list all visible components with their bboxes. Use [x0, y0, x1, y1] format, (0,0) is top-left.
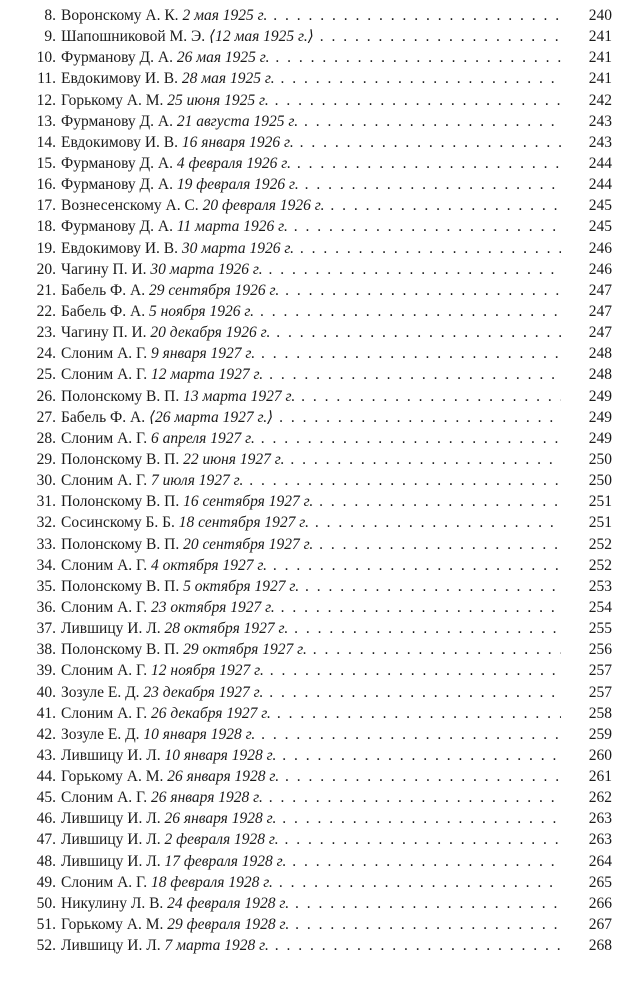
toc-entry [0, 512, 619, 533]
toc-entry [0, 174, 619, 195]
entry-text [61, 829, 561, 850]
letter-date: 26 мая 1925 г. [176, 49, 270, 67]
page-number: 250 [588, 450, 612, 468]
letter-date: 16 января 1926 г. [181, 133, 294, 151]
letter-date: 29 сентября 1926 г. [148, 281, 280, 299]
page-number: 261 [588, 768, 612, 786]
entry-number: 33. [36, 535, 56, 553]
entry-text [61, 893, 561, 914]
recipient-name: Бабель Ф. А. [61, 281, 146, 299]
entry-text [61, 787, 561, 808]
recipient-name: Никулину Л. В. [61, 894, 164, 912]
page-number: 250 [588, 472, 612, 490]
entry-number: 9. [44, 28, 56, 46]
toc-entry [0, 111, 619, 132]
recipient-name: Лившицу И. Л. [61, 852, 161, 870]
recipient-name: Чагину П. И. [61, 324, 147, 342]
entry-number: 22. [36, 302, 56, 320]
letter-date: 17 февраля 1928 г. [164, 852, 287, 870]
entry-text [61, 216, 561, 237]
page-number: 247 [588, 324, 612, 342]
recipient-name: Бабель Ф. А. [61, 408, 146, 426]
entry-text [61, 280, 561, 301]
toc-entry [0, 703, 619, 724]
entry-number: 10. [36, 49, 56, 67]
toc-entry [0, 68, 619, 89]
recipient-name: Евдокимову И. В. [61, 133, 178, 151]
entry-number: 47. [36, 831, 56, 849]
entry-number: 25. [36, 366, 56, 384]
entry-number: 26. [36, 387, 56, 405]
recipient-name: Фурманову Д. А. [61, 176, 173, 194]
page-number: 249 [588, 408, 612, 426]
toc-entry [0, 216, 619, 237]
entry-text [61, 238, 561, 259]
recipient-name: Полонскому В. П. [61, 450, 180, 468]
entry-text [61, 660, 561, 681]
letter-date: 11 марта 1926 г. [176, 218, 288, 236]
entry-number: 32. [36, 514, 56, 532]
recipient-name: Полонскому В. П. [61, 493, 180, 511]
letter-date: 18 февраля 1928 г. [151, 873, 273, 891]
toc-entry [0, 618, 619, 639]
recipient-name: Горькому А. М. [61, 768, 164, 786]
toc-entry [0, 153, 619, 174]
recipient-name: Слоним А. Г. [61, 556, 148, 574]
toc-entry [0, 322, 619, 343]
page-number: 240 [588, 7, 612, 24]
entry-text [61, 68, 561, 89]
letter-date: 30 марта 1926 г. [150, 260, 263, 278]
recipient-name: Полонскому В. П. [61, 641, 180, 659]
page-number: 263 [588, 831, 612, 849]
page-number: 268 [588, 937, 612, 955]
entry-number: 38. [36, 641, 56, 659]
toc-entry [0, 491, 619, 512]
entry-text [61, 724, 561, 745]
toc-entry [0, 724, 619, 745]
entry-text [61, 132, 561, 153]
entry-text [61, 26, 561, 47]
letter-date: 26 января 1928 г. [167, 768, 280, 786]
recipient-name: Полонскому В. П. [61, 387, 180, 405]
page-number: 251 [588, 514, 612, 532]
page-number: 245 [588, 218, 612, 236]
recipient-name: Фурманову Д. А. [61, 218, 173, 236]
toc-entry [0, 280, 619, 301]
entry-number: 49. [36, 873, 56, 891]
toc-entry [0, 829, 619, 850]
page-number: 263 [588, 810, 612, 828]
page-number: 249 [588, 387, 612, 405]
letter-date: 18 сентября 1927 г. [178, 514, 309, 532]
entry-number: 42. [36, 725, 56, 743]
recipient-name: Слоним А. Г. [61, 366, 148, 384]
letter-date: 20 декабря 1926 г. [150, 324, 271, 342]
entry-text [61, 386, 561, 407]
page-number: 257 [588, 662, 612, 680]
letter-date: 22 июня 1927 г. [183, 450, 285, 468]
entry-number: 19. [36, 239, 56, 257]
page-number: 247 [588, 302, 612, 320]
toc-entry [0, 470, 619, 491]
letter-date: 9 января 1927 г. [151, 345, 256, 363]
letter-date: 26 января 1928 г. [164, 810, 277, 828]
toc-entry [0, 555, 619, 576]
entry-number: 50. [36, 894, 56, 912]
letter-date: 21 августа 1925 г. [176, 112, 299, 130]
entry-text [61, 745, 561, 766]
entry-text [61, 174, 561, 195]
entry-number: 27. [36, 408, 56, 426]
toc-entry [0, 5, 619, 26]
page-number: 267 [588, 916, 612, 934]
letter-date: 7 июля 1927 г. [151, 472, 244, 490]
recipient-name: Евдокимову И. В. [61, 239, 178, 257]
entry-number: 29. [36, 450, 56, 468]
letter-date: 26 января 1928 г. [151, 789, 263, 807]
recipient-name: Евдокимову И. В. [61, 70, 178, 88]
letter-date: 10 января 1928 г. [143, 725, 256, 743]
toc-entry [0, 766, 619, 787]
page-number: 254 [588, 598, 612, 616]
entry-number: 43. [36, 746, 56, 764]
entry-text [61, 766, 561, 787]
toc-entry [0, 893, 619, 914]
letter-date: 2 февраля 1928 г. [164, 831, 279, 849]
entry-number: 17. [36, 197, 56, 215]
entry-text [61, 428, 561, 449]
entry-text [61, 618, 561, 639]
entry-text [61, 195, 561, 216]
toc-list [0, 5, 619, 956]
entry-number: 8. [44, 7, 56, 24]
entry-text [61, 576, 561, 597]
entry-number: 46. [36, 810, 56, 828]
entry-text [61, 935, 561, 956]
recipient-name: Шапошниковой М. Э. [61, 28, 206, 46]
letter-date: 20 сентября 1927 г. [183, 535, 314, 553]
entry-number: 40. [36, 683, 56, 701]
page-number: 242 [588, 91, 612, 109]
toc-entry [0, 238, 619, 259]
letter-date: 24 февраля 1928 г. [167, 894, 290, 912]
entry-number: 18. [36, 218, 56, 236]
entry-text [61, 597, 561, 618]
recipient-name: Зозуле Е. Д. [61, 725, 140, 743]
letter-date: 19 февраля 1926 г. [176, 176, 299, 194]
toc-entry [0, 534, 619, 555]
page-number: 252 [588, 556, 612, 574]
page-number: 259 [588, 725, 612, 743]
letter-date: 6 апреля 1927 г. [151, 429, 255, 447]
page-number: 253 [588, 577, 612, 595]
page-number: 244 [588, 176, 612, 194]
recipient-name: Слоним А. Г. [61, 598, 148, 616]
letter-date: 28 мая 1925 г. [181, 70, 275, 88]
recipient-name: Слоним А. Г. [61, 789, 148, 807]
toc-entry [0, 407, 619, 428]
entry-text [61, 5, 561, 26]
letter-date: ⟨26 марта 1927 г.⟩ [148, 408, 274, 426]
entry-text [61, 851, 561, 872]
letter-date: 7 марта 1928 г. [164, 937, 269, 955]
letter-date: 20 февраля 1926 г. [202, 197, 325, 215]
recipient-name: Слоним А. Г. [61, 704, 148, 722]
letter-date: 12 ноября 1927 г. [151, 662, 264, 680]
entry-number: 21. [36, 281, 56, 299]
page-number: 257 [588, 683, 612, 701]
entry-text [61, 703, 561, 724]
page-number: 260 [588, 746, 612, 764]
letter-date: 4 февраля 1926 г. [176, 154, 291, 172]
toc-entry [0, 914, 619, 935]
entry-number: 34. [36, 556, 56, 574]
letter-date: 30 марта 1926 г. [181, 239, 295, 257]
toc-entry [0, 90, 619, 111]
page-number: 243 [588, 133, 612, 151]
page-number: 256 [588, 641, 612, 659]
recipient-name: Слоним А. Г. [61, 345, 148, 363]
page-number: 248 [588, 345, 612, 363]
page-number: 241 [588, 28, 612, 46]
page-number: 248 [588, 366, 612, 384]
letter-date: 2 мая 1925 г. [182, 7, 268, 24]
page-number: 258 [588, 704, 612, 722]
entry-text [61, 470, 561, 491]
entry-text [61, 322, 561, 343]
page-number: 244 [588, 154, 612, 172]
recipient-name: Вознесенскому А. С. [61, 197, 199, 215]
page-number: 246 [588, 239, 612, 257]
page-number: 246 [588, 260, 612, 278]
toc-entry [0, 935, 619, 956]
toc-entry [0, 576, 619, 597]
recipient-name: Полонскому В. П. [61, 577, 180, 595]
letter-date: 10 января 1928 г. [164, 746, 277, 764]
page-number: 264 [588, 852, 612, 870]
letter-date: 23 декабря 1927 г. [143, 683, 264, 701]
page-number: 251 [588, 493, 612, 511]
entry-number: 30. [36, 472, 56, 490]
letter-date: 4 октября 1927 г. [151, 556, 268, 574]
entry-number: 15. [36, 154, 56, 172]
page-number: 262 [588, 789, 612, 807]
entry-number: 36. [36, 598, 56, 616]
entry-number: 37. [36, 620, 56, 638]
recipient-name: Бабель Ф. А. [61, 302, 146, 320]
recipient-name: Слоним А. Г. [61, 662, 148, 680]
entry-number: 39. [36, 662, 56, 680]
entry-text [61, 47, 561, 68]
entry-text [61, 111, 561, 132]
toc-entry [0, 343, 619, 364]
toc-entry [0, 132, 619, 153]
page-number: 252 [588, 535, 612, 553]
letter-date: 5 ноября 1926 г. [148, 302, 255, 320]
letter-date: 13 марта 1927 г. [183, 387, 296, 405]
entry-text [61, 639, 561, 660]
toc-entry [0, 364, 619, 385]
letter-date: 12 марта 1927 г. [151, 366, 264, 384]
entry-number: 51. [36, 916, 56, 934]
letter-date: 5 октября 1927 г. [183, 577, 300, 595]
recipient-name: Фурманову Д. А. [61, 112, 173, 130]
recipient-name: Слоним А. Г. [61, 429, 148, 447]
toc-entry [0, 682, 619, 703]
entry-text [61, 914, 561, 935]
recipient-name: Горькому А. М. [61, 91, 164, 109]
entry-text [61, 301, 561, 322]
recipient-name: Фурманову Д. А. [61, 154, 173, 172]
entry-number: 48. [36, 852, 56, 870]
toc-entry [0, 26, 619, 47]
toc-entry [0, 808, 619, 829]
toc-entry [0, 386, 619, 407]
entry-number: 13. [36, 112, 56, 130]
toc-entry [0, 745, 619, 766]
entry-number: 44. [36, 768, 56, 786]
entry-number: 16. [36, 176, 56, 194]
recipient-name: Сосинскому Б. Б. [61, 514, 175, 532]
recipient-name: Фурманову Д. А. [61, 49, 173, 67]
toc-entry [0, 47, 619, 68]
entry-number: 23. [36, 324, 56, 342]
recipient-name: Лившицу И. Л. [61, 746, 161, 764]
toc-entry [0, 872, 619, 893]
page-number: 265 [588, 873, 612, 891]
toc-entry [0, 195, 619, 216]
recipient-name: Чагину П. И. [61, 260, 147, 278]
entry-text [61, 682, 561, 703]
entry-number: 28. [36, 429, 56, 447]
recipient-name: Слоним А. Г. [61, 873, 148, 891]
letter-date: 25 июня 1925 г. [167, 91, 269, 109]
entry-text [61, 555, 561, 576]
recipient-name: Лившицу И. Л. [61, 810, 161, 828]
entry-text [61, 808, 561, 829]
entry-number: 31. [36, 493, 56, 511]
recipient-name: Лившицу И. Л. [61, 620, 161, 638]
entry-text [61, 512, 561, 533]
page-number: 245 [588, 197, 612, 215]
letter-date: 16 сентября 1927 г. [183, 493, 314, 511]
page-number: 243 [588, 112, 612, 130]
entry-text [61, 259, 561, 280]
page-number: 255 [588, 620, 612, 638]
recipient-name: Лившицу И. Л. [61, 831, 161, 849]
toc-entry [0, 301, 619, 322]
toc-entry [0, 660, 619, 681]
page-number: 247 [588, 281, 612, 299]
letter-date: 28 октября 1927 г. [164, 620, 289, 638]
entry-number: 12. [36, 91, 56, 109]
toc-entry [0, 639, 619, 660]
letter-date: 29 февраля 1928 г. [167, 916, 290, 934]
page-number: 241 [588, 70, 612, 88]
entry-number: 35. [36, 577, 56, 595]
toc-entry [0, 428, 619, 449]
entry-number: 14. [36, 133, 56, 151]
entry-text [61, 90, 561, 111]
toc-entry [0, 851, 619, 872]
page-number: 249 [588, 429, 612, 447]
letter-date: 26 декабря 1927 г. [151, 704, 271, 722]
page-number: 266 [588, 894, 612, 912]
toc-entry [0, 259, 619, 280]
entry-text [61, 872, 561, 893]
page-number: 241 [588, 49, 612, 67]
recipient-name: Лившицу И. Л. [61, 937, 161, 955]
recipient-name: Полонскому В. П. [61, 535, 180, 553]
entry-text [61, 364, 561, 385]
entry-text [61, 343, 561, 364]
letter-date: 29 октября 1927 г. [183, 641, 307, 659]
toc-entry [0, 449, 619, 470]
entry-text [61, 491, 561, 512]
entry-number: 41. [36, 704, 56, 722]
entry-text [61, 449, 561, 470]
toc-entry [0, 787, 619, 808]
recipient-name: Слоним А. Г. [61, 472, 148, 490]
entry-text [61, 153, 561, 174]
recipient-name: Воронскому А. К. [61, 7, 179, 24]
entry-text [61, 407, 561, 428]
entry-number: 20. [36, 260, 56, 278]
recipient-name: Горькому А. М. [61, 916, 164, 934]
toc-entry [0, 597, 619, 618]
entry-number: 45. [36, 789, 56, 807]
entry-number: 11. [37, 70, 56, 88]
recipient-name: Зозуле Е. Д. [61, 683, 140, 701]
entry-number: 52. [36, 937, 56, 955]
letter-date: ⟨12 мая 1925 г.⟩ [209, 28, 314, 46]
entry-number: 24. [36, 345, 56, 363]
entry-text [61, 534, 561, 555]
letter-date: 23 октября 1927 г. [151, 598, 275, 616]
